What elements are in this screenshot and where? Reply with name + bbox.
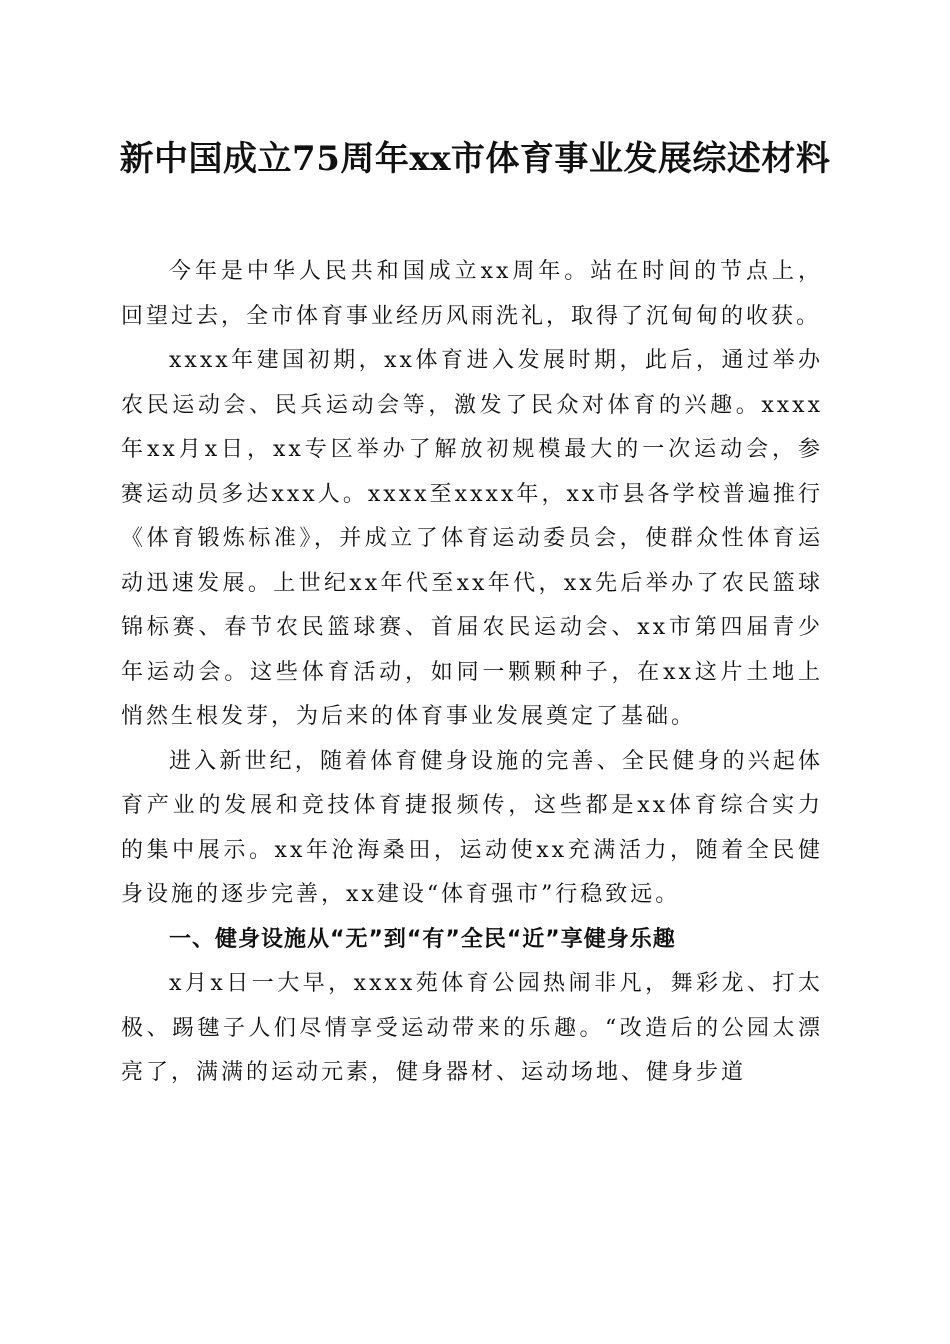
paragraph-section-1: x月x日一大早，xxxx苑体育公园热闹非凡，舞彩龙、打太极、踢毽子人们尽情享受运动带来的乐趣。“改造后的公园太漂亮了，满满的运动元素，健身器材、运动场地、健身步道	[121, 971, 823, 1085]
paragraph-history: xxxx年建国初期，xx体育进入发展时期，此后，通过举办农民运动会、民兵运动会等，激发了民众对体育的兴趣。xxxx年xx月x日，xx专区举办了解放初规模最大的一次运动会，参赛运动员多达xxx人。xxxx至xxxx年，xx市县各学校普遍推行《体育锻炼标准》，并成立了体育运动委员会，使群众性体育运动迅速发展。上世纪xx年代至xx年代，xx先后举办了农民篮球锦标赛、春节农民篮球赛、首届农民运动会、xx市第四届青少年运动会。这些体育活动，如同一颗颗种子，在xx这片土地上悄然生根发芽，为后来的体育事业发展奠定了基础。	[121, 348, 823, 729]
paragraph-intro: 今年是中华人民共和国成立xx周年。站在时间的节点上，回望过去，全市体育事业经历风雨洗礼，取得了沉甸甸的收获。	[121, 259, 823, 329]
document-title: 新中国成立75周年xx市体育事业发展综述材料	[119, 139, 831, 179]
document-body	[121, 250, 823, 1096]
paragraph-new-century: 进入新世纪，随着体育健身设施的完善、全民健身的兴起体育产业的发展和竞技体育捷报频传，这些都是xx体育综合实力的集中展示。xx年沧海桑田，运动使xx充满活力，随着全民健身设施的逐步完善，xx建设“体育强市”行稳致远。	[121, 748, 823, 907]
section-heading: 一、健身设施从“无”到“有”全民“近”享健身乐趣	[169, 926, 676, 952]
